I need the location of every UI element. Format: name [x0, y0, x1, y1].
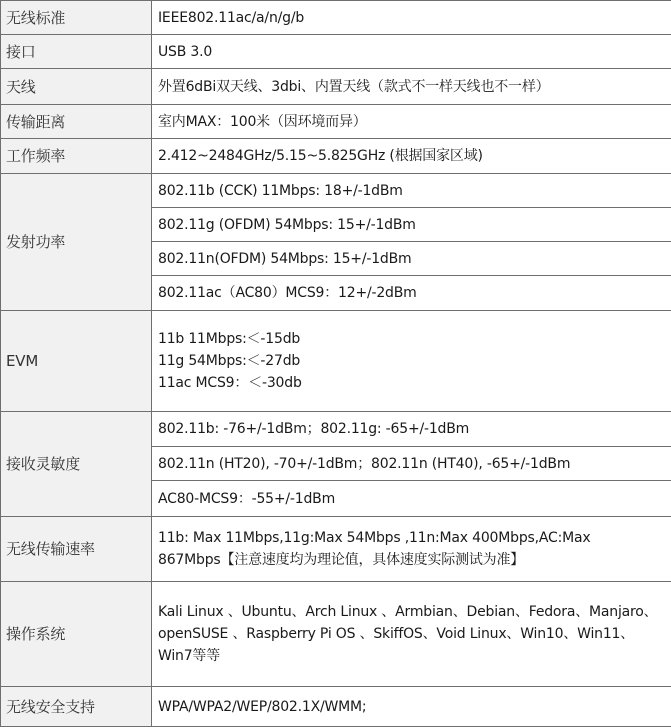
spec-value-evm	[152, 311, 671, 412]
spec-label-tx-power: 发射功率	[1, 174, 152, 311]
evm-line: 11ac MCS9：＜-30db	[158, 375, 302, 391]
spec-label-antenna: 天线	[1, 69, 152, 105]
spec-value-data-rate	[152, 517, 671, 582]
spec-value-tx-power-11b: 802.11b (CCK) 11Mbps: 18+/-1dBm	[152, 174, 671, 208]
spec-value-standard: IEEE802.11ac/a/n/g/b	[152, 1, 671, 35]
table-row	[1, 1, 671, 35]
table-row	[1, 412, 671, 447]
evm-line: 11g 54Mbps:＜-27db	[158, 353, 301, 369]
table-row	[1, 105, 671, 139]
spec-value-frequency: 2.412~2484GHz/5.15~5.825GHz (根据国家区域)	[152, 139, 671, 174]
spec-value-range: 室内MAX：100米（因环境而异）	[152, 105, 671, 139]
spec-label-standard: 无线标准	[1, 1, 152, 35]
table-row	[1, 174, 671, 208]
table-row	[1, 35, 671, 69]
spec-value-os	[152, 582, 671, 687]
spec-label-range: 传输距离	[1, 105, 152, 139]
spec-value-tx-power-11g: 802.11g (OFDM) 54Mbps: 15+/-1dBm	[152, 208, 671, 242]
spec-label-evm: EVM	[1, 311, 152, 412]
evm-line: 11b 11Mbps:＜-15db	[158, 331, 301, 347]
spec-label-os: 操作系统	[1, 582, 152, 687]
spec-value-tx-power-11n: 802.11n(OFDM) 54Mbps: 15+/-1dBm	[152, 242, 671, 276]
spec-label-rx-sensitivity: 接收灵敏度	[1, 412, 152, 517]
os-list: Kali Linux 、Ubuntu、Arch Linux 、Armbian、Debian、Fedora、Manjaro、openSUSE 、Raspberry Pi OS 、SkiffOS、Void Linux、Win10、Win11、Win7等等	[158, 604, 658, 664]
spec-value-antenna: 外置6dBi双天线、3dbi、内置天线（款式不一样天线也不一样）	[152, 69, 671, 105]
spec-value-interface: USB 3.0	[152, 35, 671, 69]
spec-value-rx-sensitivity-bg: 802.11b: -76+/-1dBm；802.11g: -65+/-1dBm	[152, 412, 671, 447]
spec-label-security: 无线安全支持	[1, 687, 152, 727]
spec-value-rx-sensitivity-n: 802.11n (HT20), -70+/-1dBm；802.11n (HT40), -65+/-1dBm	[152, 447, 671, 481]
table-row	[1, 69, 671, 105]
data-rate-line: 867Mbps【注意速度均为理论值，具体速度实际测试为准】	[158, 552, 525, 568]
spec-value-rx-sensitivity-ac: AC80-MCS9：-55+/-1dBm	[152, 481, 671, 517]
spec-label-interface: 接口	[1, 35, 152, 69]
spec-value-security: WPA/WPA2/WEP/802.1X/WMM;	[152, 687, 671, 727]
spec-value-tx-power-11ac: 802.11ac（AC80）MCS9：12+/-2dBm	[152, 276, 671, 311]
spec-label-frequency: 工作频率	[1, 139, 152, 174]
table-row	[1, 582, 671, 687]
table-row	[1, 311, 671, 412]
table-row	[1, 687, 671, 727]
table-row	[1, 139, 671, 174]
table-row	[1, 517, 671, 582]
spec-label-data-rate: 无线传输速率	[1, 517, 152, 582]
data-rate-line: 11b: Max 11Mbps,11g:Max 54Mbps ,11n:Max 400Mbps,AC:Max	[158, 530, 591, 546]
